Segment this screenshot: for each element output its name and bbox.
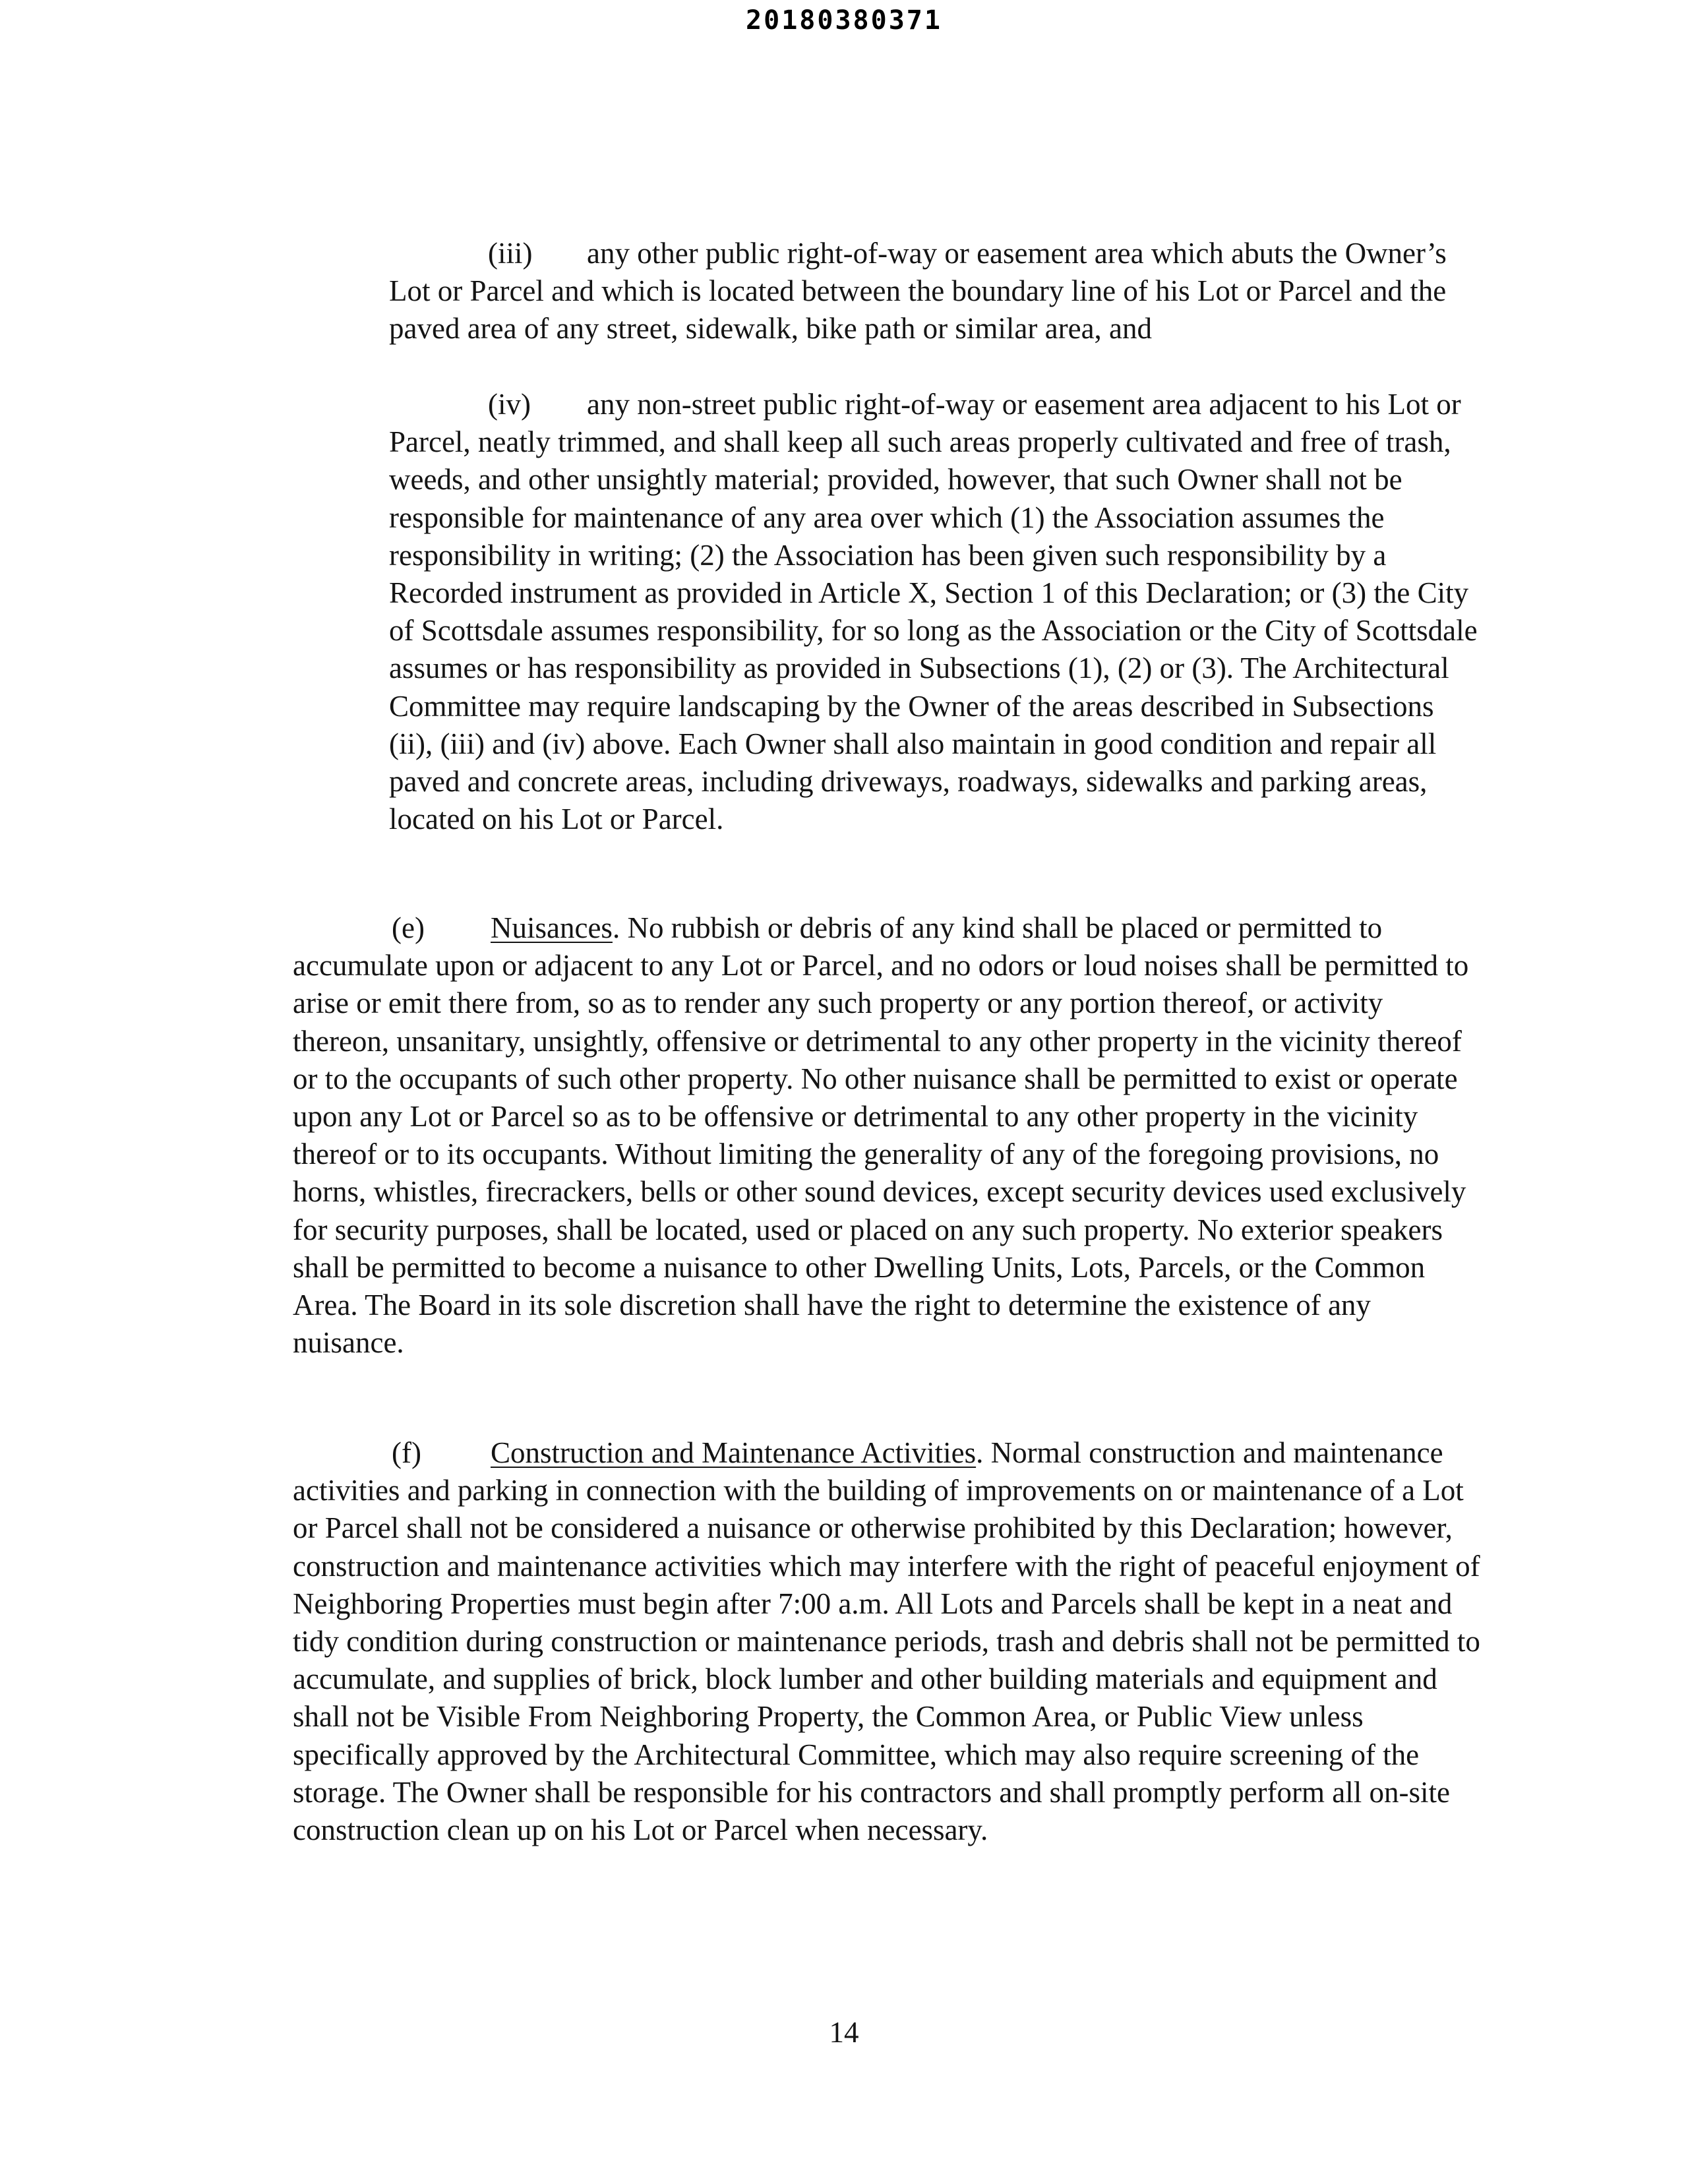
paragraph-text: . No rubbish or debris of any kind shall be placed or permitted to accumulate upon or adjacent to any Lot or Parcel, and no odors or loud noises shall be permitted to arise or emit there from, so as to render any such property or any portion thereof, or activity thereon, unsanitary, unsightly, offensive or detrimental to any other property in the vicinity thereof or to the occupants of such other property. No other nuisance shall be permitted to exist or operate upon any Lot or Parcel so as to be offensive or detrimental to any other property in the vicinity thereof or to its occupants. Without limiting the generality of any of the foregoing provisions, no horns, whistles, firecrackers, bells or other sound devices, except security devices used exclusively for security purposes, shall be located, used or placed on any such property. No exterior speakers shall be permitted to become a nuisance to other Dwelling Units, Lots, Parcels, or the Common Area. The Board in its sole discretion shall have the right to determine the existence of any nuisance. xyxy=(293,911,1469,1360)
page-number: 14 xyxy=(829,2016,859,2049)
paragraph-marker: (iv) xyxy=(488,388,531,421)
paragraph-text: any non-street public right-of-way or easement area adjacent to his Lot or Parcel, neatly trimmed, and shall keep all such areas properly cultivated and free of trash, weeds, and other unsightly material; provided, however, that such Owner shall not be responsible for maintenance of any area over which (1) the Association assumes the responsibility in writing; (2) the Association has been given such responsibility by a Recorded instrument as provided in Article X, Section 1 of this Declaration; or (3) the City of Scottsdale assumes responsibility, for so long as the Association or the City of Scottsdale assumes or has responsibility as provided in Subsections (1), (2) or (3). The Architectural Committee may require landscaping by the Owner of the areas described in Subsections (ii), (iii) and (iv) above. Each Owner shall also maintain in good condition and repair all paved and concrete areas, including driveways, roadways, sidewalks and parking areas, located on his Lot or Parcel. xyxy=(389,388,1478,836)
section-heading-nuisances: Nuisances xyxy=(491,911,613,944)
paragraph-e-nuisances xyxy=(293,909,1486,1362)
paragraph-text: any other public right-of-way or easement area which abuts the Owner’s Lot or Parcel and which is located between the boundary line of his Lot or Parcel and the paved area of any street, sidewalk, bike path or similar area, and xyxy=(389,237,1447,346)
section-heading-construction: Construction and Maintenance Activities xyxy=(491,1436,977,1469)
paragraph-marker: (iii) xyxy=(488,237,533,270)
paragraph-marker: (f) xyxy=(392,1436,421,1469)
paragraph-iii xyxy=(389,235,1484,348)
recording-number: 20180380371 xyxy=(746,5,942,36)
paragraph-marker: (e) xyxy=(392,911,425,944)
paragraph-iv xyxy=(389,386,1484,838)
paragraph-f-construction xyxy=(293,1434,1486,1849)
paragraph-text: . Normal construction and maintenance activities and parking in connection with the building of improvements on or maintenance of a Lot or Parcel shall not be considered a nuisance or otherwise prohibited by this Declaration; however, construction and maintenance activities which may interfere with the right of peaceful enjoyment of Neighboring Properties must begin after 7:00 a.m. All Lots and Parcels shall be kept in a neat and tidy condition during construction or maintenance periods, trash and debris shall not be permitted to accumulate, and supplies of brick, block lumber and other building materials and equipment and shall not be Visible From Neighboring Property, the Common Area, or Public View unless specifically approved by the Architectural Committee, which may also require screening of the storage. The Owner shall be responsible for his contractors and shall promptly perform all on-site construction clean up on his Lot or Parcel when necessary. xyxy=(293,1436,1480,1847)
